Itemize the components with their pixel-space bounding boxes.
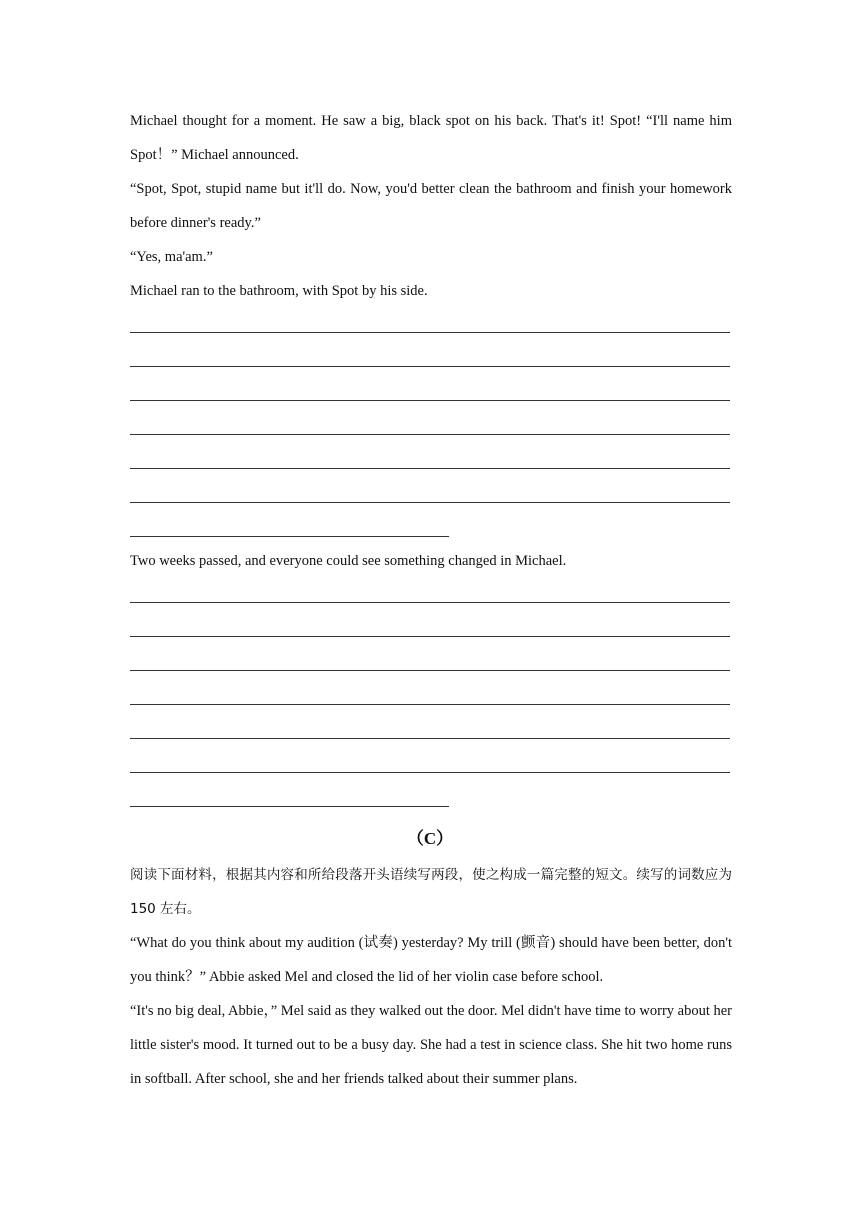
task-instruction: 阅读下面材料，根据其内容和所给段落开头语续写两段，使之构成一篇完整的短文。续写的词数应为 150 左右。 <box>130 867 732 917</box>
answer-line[interactable] <box>130 636 730 637</box>
answer-line[interactable] <box>130 366 730 367</box>
answer-line[interactable] <box>130 772 730 773</box>
story-paragraph-2: “Spot, Spot, stupid name but it'll do. Now, you'd better clean the bathroom and finish your homework before dinner's ready.” <box>130 181 732 231</box>
answer-line[interactable] <box>130 400 730 401</box>
story-paragraph-1: Michael thought for a moment. He saw a big, black spot on his back. That's it! Spot! “I'll name him Spot！” Michael announced. <box>130 113 732 163</box>
second-paragraph-start: Two weeks passed, and everyone could see something changed in Michael. <box>130 553 567 569</box>
answer-line[interactable] <box>130 806 449 807</box>
story-paragraph-3: “Yes, ma'am.” <box>130 249 213 265</box>
answer-line[interactable] <box>130 536 449 537</box>
section-heading-c: （C） <box>406 829 454 848</box>
answer-line[interactable] <box>130 704 730 705</box>
answer-line[interactable] <box>130 602 730 603</box>
answer-line[interactable] <box>130 434 730 435</box>
story-c-paragraph-2: “It's no big deal, Abbie，” Mel said as they walked out the door. Mel didn't have time to worry about her little sister's mood. It turned out to be a busy day. She had a test in science class. She hit two home runs in softball. After school, she and her friends talked about their summer plans. <box>130 1003 733 1087</box>
answer-line[interactable] <box>130 738 730 739</box>
story-paragraph-4: Michael ran to the bathroom, with Spot by his side. <box>130 283 428 299</box>
answer-line[interactable] <box>130 670 730 671</box>
answer-line[interactable] <box>130 332 730 333</box>
answer-line[interactable] <box>130 468 730 469</box>
answer-line[interactable] <box>130 502 730 503</box>
story-c-paragraph-1: “What do you think about my audition (试奏) yesterday? My trill (颤音) should have been better, don't you think？” Abbie asked Mel and closed the lid of her violin case before school. <box>130 935 732 985</box>
